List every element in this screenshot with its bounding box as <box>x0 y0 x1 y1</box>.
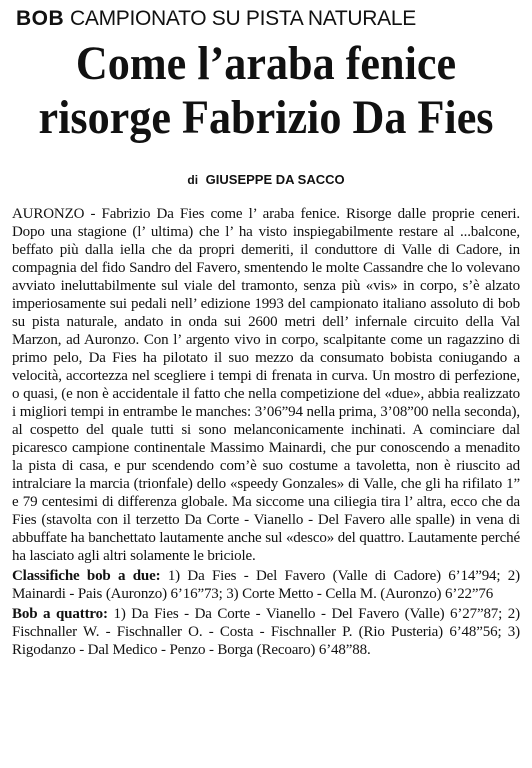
results-bob-a-due <box>12 567 520 603</box>
section-kicker <box>16 6 516 32</box>
results-four-heading: Bob a quattro: <box>12 606 108 622</box>
headline-line-1: Come l’araba fenice <box>75 37 457 90</box>
results-two-text: 1) Da Fies - Del Favero (Valle di Cadore) 6’14”94; 2) Mainardi - Pais (Auronzo) 6’16”73; 3) Corte Metto - Cella M. (Auronzo) 6’22”76 <box>12 568 520 602</box>
article-body <box>12 205 520 659</box>
kicker-tag: BOB <box>16 7 65 30</box>
headline-line-2: risorge Fabrizio Da Fies <box>38 91 494 144</box>
results-two-heading: Classifiche bob a due: <box>12 568 161 584</box>
results-four-text: 1) Da Fies - Da Corte - Vianello - Del Favero (Valle) 6’27”87; 2) Fischnaller W. - Fischnaller O. - Costa - Fischnaller P. (Rio Pusteria) 6’48”56; 3) Rigodanzo - Dal Medico - Penzo - Borga (Recoaro) 6’48”88. <box>12 606 520 658</box>
kicker-text: CAMPIONATO SU PISTA NATURALE <box>70 7 416 30</box>
byline-prefix: di <box>187 173 199 187</box>
byline-author: GIUSEPPE DA SACCO <box>205 172 345 187</box>
byline <box>0 172 532 187</box>
results-bob-a-quattro <box>12 605 520 659</box>
article-paragraph: AURONZO - Fabrizio Da Fies come l’ araba fenice. Risorge dalle proprie ceneri. Dopo una stagione (l’ ultima) che l’ ha visto inspiegabilmente restare al ...balcone, beffato più dalla iella che da propri demeriti, il conduttore di Valle di Cadore, in compagnia del fido Sandro del Favero, smentendo le molte Cassandre che lo volevano avviato ineluttabilmente sul viale del tramonto, senza più «vis» in corpo, s’è alzato imperiosamente sui pedali nell’ edizione 1993 del campionato italiano assoluto di bob su pista naturale, andato in onda sui 2600 metri dell’ infernale circuito della Val Marzon, ad Auronzo. Con l’ argento vivo in corpo, scalpitante come un ragazzino di primo pelo, Da Fies ha pilotato il suo mezzo da consumato bobista coniugando a velocità, accortezza nel scegliere i tempi di frenata in curva. Un mostro di perfezione, o quasi, (e non è accidentale il fatto che nella competizione del «due», abbia realizzato i migliori tempi in entrambe le manches: 3’06”94 nella prima, 3’08”00 nella seconda), al cospetto del quale tutti si sono melanconicamente inchinati. A cominciare dal picaresco campione continentale Massimo Mainardi, che pur conoscendo a menadito la pista di casa, e pur scendendo com’è suo costume a tavoletta, non è riuscito ad intralciare la marcia (trionfale) dello «speedy Gonzales» di Valle, che gli ha rifilato 1” e 79 centesimi di differenza globale. Ma siccome una ciliegia tira l’ altra, ecco che da Fies (stavolta con il terzetto Da Corte - Vianello - Del Favero alle spalle) in vena di abbuffate ha banchettato lautamente anche sul «desco» del quattro. Lautamente perché ha lasciato agli altri solamente le briciole. <box>12 206 520 564</box>
